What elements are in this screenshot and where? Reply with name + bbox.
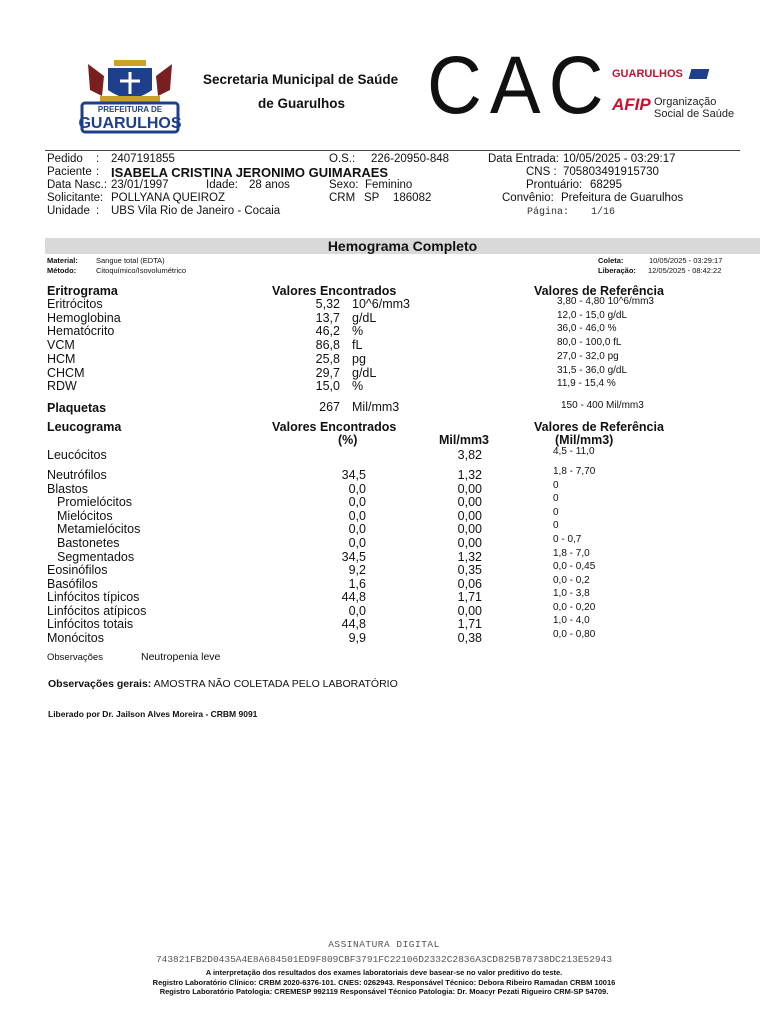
convenio-label: Convênio: — [502, 192, 554, 204]
leucograma-row-mil: 3,82 — [457, 448, 482, 462]
leucograma-mil-header: Mil/mm3 — [439, 433, 490, 447]
leucograma-row-pct: 0,0 — [348, 536, 366, 550]
leucograma-row-mil: 0,00 — [457, 481, 482, 496]
afip-logo: AFIP — [612, 95, 651, 114]
secretaria-title: Secretaria Municipal de Saúde — [203, 72, 399, 87]
leucograma-row-name: Monócitos — [47, 630, 104, 645]
material-label: Material: — [47, 256, 78, 265]
leucograma-row-pct: 34,5 — [341, 468, 366, 482]
eritrograma-row-unit: fL — [352, 338, 363, 353]
liberacao-value: 12/05/2025 - 08:42:22 — [648, 266, 722, 275]
leucograma-row-mil: 1,32 — [457, 468, 482, 482]
coleta-value: 10/05/2025 - 03:29:17 — [649, 256, 723, 265]
leucograma-row-mil: 0,35 — [457, 563, 482, 577]
leucograma-row-name: Promielócitos — [57, 495, 133, 509]
eritrograma-row-ref: 36,0 - 46,0 % — [557, 323, 617, 335]
pedido-value: 2407191855 — [111, 153, 175, 165]
footer-line-2: Registro Laboratório Clínico: CRBM 2020-6376-101. CNES: 0262943. Responsável Técnico: Debora Ribeiro Ramadan CRBM 10016 — [152, 978, 616, 987]
eritrograma-row-value: 46,2 — [315, 324, 340, 339]
leucograma-row-ref: 4,5 - 11,0 — [553, 446, 595, 457]
cac-logo: CAC — [427, 39, 612, 132]
nasc-value: 23/01/1997 — [111, 179, 169, 191]
leucograma-row-mil: 0,00 — [457, 522, 482, 536]
leucograma-row-pct: 9,2 — [348, 563, 366, 577]
prefeitura-guarulhos-logo — [76, 56, 184, 134]
eritrograma-row-name: CHCM — [47, 365, 85, 380]
eritrograma-row-name: Hematócrito — [47, 324, 115, 339]
leucograma-row-pct: 1,6 — [348, 576, 366, 591]
paciente-label: Paciente — [47, 166, 92, 178]
leucograma-row-pct: 44,8 — [341, 617, 366, 631]
prontuario-value: 68295 — [590, 179, 622, 191]
cns-value: 705803491915730 — [563, 166, 659, 178]
leucograma-row-pct: 44,8 — [341, 590, 366, 604]
solicitante-value: POLLYANA QUEIROZ — [111, 192, 225, 204]
leucograma-title: Leucograma — [47, 420, 122, 434]
exam-title: Hemograma Completo — [327, 238, 478, 254]
svg-text:PREFEITURA DE: PREFEITURA DE — [97, 105, 163, 114]
material-value: Sangue total (EDTA) — [96, 256, 165, 265]
liberado-por: Liberado por Dr. Jailson Alves Moreira - CRBM 9091 — [48, 709, 258, 719]
paciente-name: ISABELA CRISTINA JERONIMO GUIMARAES — [111, 165, 389, 180]
leucograma-row-name: Neutrófilos — [47, 468, 107, 482]
leucograma-row-ref: 1,8 - 7,70 — [553, 466, 596, 477]
unidade-sep: : — [96, 205, 100, 217]
sexo-value: Feminino — [365, 179, 413, 191]
leucograma-row-pct: 0,0 — [348, 495, 366, 509]
leucograma-row-name: Metamielócitos — [57, 522, 141, 536]
leucograma-row-mil: 0,00 — [457, 603, 482, 618]
leucograma-ref-sub: (Mil/mm3) — [555, 433, 614, 447]
leucograma-row-mil: 1,71 — [457, 590, 482, 604]
plaquetas-ref: 150 - 400 Mil/mm3 — [561, 400, 644, 411]
leucograma-row-name: Leucócitos — [47, 448, 107, 462]
leucograma-row-mil: 0,06 — [457, 576, 482, 591]
leucograma-row-ref: 1,0 - 3,8 — [553, 588, 590, 599]
pedido-label: Pedido — [47, 153, 83, 165]
leucograma-row-name: Linfócitos típicos — [47, 590, 140, 604]
eritrograma-row-ref: 12,0 - 15,0 g/dL — [557, 309, 628, 321]
leucograma-row-pct: 0,0 — [348, 603, 366, 618]
guarulhos-logo-text: GUARULHOS — [612, 68, 683, 80]
pedido-sep: : — [96, 153, 100, 165]
svg-text:GUARULHOS: GUARULHOS — [78, 115, 182, 132]
coleta-label: Coleta: — [598, 256, 624, 265]
footer-line-3: Registro Laboratório Patologia: CREMESP 992119 Responsável Técnico Patologia: Dr. Moacyr Pezati Rigueiro CRM-SP 54709. — [159, 987, 609, 996]
footer-line-1: A interpretação dos resultados dos exames laboratoriais deve basear-se no valor preditivo do teste. — [205, 968, 563, 977]
leucograma-row-ref: 1,0 - 4,0 — [553, 615, 590, 626]
leucograma-row-pct: 0,0 — [348, 508, 366, 523]
observacoes-gerais-text: AMOSTRA NÃO COLETADA PELO LABORATÓRIO — [153, 678, 398, 690]
leucograma-row-mil: 1,32 — [457, 549, 482, 564]
leucograma-row-name: Basófilos — [47, 576, 98, 591]
eritrograma-row-unit: g/dL — [352, 365, 377, 380]
eritrograma-values-header: Valores Encontrados — [272, 284, 397, 298]
eritrograma-row-ref: 3,80 - 4,80 10^6/mm3 — [557, 296, 654, 307]
leucograma-row-name: Blastos — [47, 481, 88, 496]
liberacao-label: Liberação: — [598, 266, 636, 275]
eritrograma-title: Eritrograma — [47, 284, 118, 298]
leucograma-ref-header: Valores de Referência — [534, 420, 664, 434]
pagina-label: Página: — [527, 207, 570, 218]
crm-value: 186082 — [393, 192, 432, 204]
solicitante-label: Solicitante: — [47, 192, 104, 204]
leucograma-row-pct: 9,9 — [348, 630, 366, 645]
eritrograma-row-name: HCM — [47, 351, 76, 366]
leucograma-row-name: Linfócitos totais — [47, 617, 134, 631]
afip-org-line1: Organização — [654, 96, 717, 108]
eritrograma-row-value: 15,0 — [315, 379, 340, 394]
eritrograma-row-unit: g/dL — [352, 310, 377, 325]
leucograma-row-mil: 0,00 — [457, 495, 482, 509]
eritrograma-row-unit: % — [352, 324, 364, 339]
leucograma-row-ref: 0,0 - 0,2 — [553, 574, 590, 586]
flag-icon — [689, 69, 710, 79]
leucograma-row-name: Eosinófilos — [47, 563, 108, 577]
leucograma-row-ref: 0,0 - 0,20 — [553, 601, 596, 613]
metodo-label: Método: — [47, 266, 77, 275]
secretaria-subtitle: de Guarulhos — [258, 96, 346, 111]
leucograma-values-header: Valores Encontrados — [272, 420, 397, 434]
leucograma-row-ref: 0 — [553, 520, 559, 531]
leucograma-row-mil: 0,00 — [457, 536, 482, 550]
leucograma-row-mil: 1,71 — [457, 617, 482, 631]
os-value: 226-20950-848 — [371, 153, 450, 165]
leucograma-row-ref: 1,8 - 7,0 — [553, 547, 590, 559]
leucograma-row-name: Bastonetes — [57, 536, 120, 550]
eritrograma-row-name: VCM — [47, 338, 75, 353]
observacoes-label: Observações — [47, 652, 103, 663]
leucograma-row-ref: 0 — [553, 506, 559, 518]
eritrograma-row-value: 25,8 — [315, 351, 340, 366]
eritrograma-row-unit: 10^6/mm3 — [352, 297, 410, 311]
unidade-value: UBS Vila Rio de Janeiro - Cocaia — [111, 205, 281, 217]
leucograma-row-ref: 0 — [553, 493, 559, 504]
eritrograma-row-value: 29,7 — [315, 365, 340, 380]
assinatura-label: ASSINATURA DIGITAL — [328, 939, 440, 950]
leucograma-row-name: Mielócitos — [57, 508, 113, 523]
leucograma-row-pct: 34,5 — [341, 549, 366, 564]
eritrograma-row-unit: pg — [352, 351, 366, 366]
leucograma-row-ref: 0,0 - 0,80 — [553, 628, 596, 640]
leucograma-row-pct: 0,0 — [348, 522, 366, 536]
prontuario-label: Prontuário: — [526, 179, 583, 191]
observacoes-text: Neutropenia leve — [141, 651, 221, 663]
pagina-value: 1/16 — [591, 207, 616, 218]
data-entrada-value: 10/05/2025 - 03:29:17 — [563, 153, 676, 165]
unidade-label: Unidade — [47, 205, 90, 217]
leucograma-row-mil: 0,38 — [457, 630, 482, 645]
plaquetas-value: 267 — [319, 400, 340, 414]
eritrograma-row-unit: % — [352, 379, 364, 394]
nasc-label: Data Nasc.: — [47, 179, 108, 191]
convenio-value: Prefeitura de Guarulhos — [561, 192, 684, 204]
eritrograma-row-ref: 11,9 - 15,4 % — [557, 378, 616, 390]
eritrograma-row-ref: 27,0 - 32,0 pg — [557, 350, 619, 362]
leucograma-row-name: Segmentados — [57, 549, 135, 564]
eritrograma-row-name: Hemoglobina — [47, 310, 121, 325]
idade-label: Idade: — [206, 179, 238, 191]
cns-label: CNS : — [526, 166, 557, 178]
metodo-value: Citoquímico/Isovolumétrico — [96, 266, 187, 275]
plaquetas-unit: Mil/mm3 — [352, 400, 400, 414]
sexo-label: Sexo: — [329, 179, 359, 191]
eritrograma-row-ref: 31,5 - 36,0 g/dL — [557, 364, 628, 376]
crm-uf: SP — [364, 192, 380, 204]
exam-title-bar — [45, 238, 760, 254]
leucograma-row-pct: 0,0 — [348, 481, 366, 496]
leucograma-pct-header: (%) — [338, 433, 358, 447]
eritrograma-row-value: 13,7 — [315, 310, 340, 325]
crm-label: CRM — [329, 192, 356, 204]
afip-org-line2: Social de Saúde — [654, 108, 735, 120]
header-divider — [45, 150, 740, 151]
idade-value: 28 anos — [249, 179, 290, 191]
eritrograma-row-value: 5,32 — [315, 297, 340, 311]
guarulhos-logo — [612, 68, 708, 80]
eritrograma-row-value: 86,8 — [315, 338, 340, 353]
paciente-sep: : — [96, 166, 100, 178]
eritrograma-row-name: RDW — [47, 379, 77, 394]
leucograma-row-mil: 0,00 — [457, 508, 482, 523]
eritrograma-ref-header: Valores de Referência — [534, 284, 664, 298]
afip-organization — [654, 96, 734, 120]
eritrograma-row-ref: 80,0 - 100,0 fL — [557, 337, 622, 349]
data-entrada-label: Data Entrada: — [488, 153, 559, 165]
leucograma-row-ref: 0,0 - 0,45 — [553, 561, 596, 572]
leucograma-row-ref: 0 - 0,7 — [553, 534, 582, 545]
observacoes-gerais-label: Observações gerais: — [48, 678, 152, 690]
leucograma-row-ref: 0 — [553, 479, 559, 491]
eritrograma-row-name: Eritrócitos — [47, 297, 103, 311]
leucograma-row-name: Linfócitos atípicos — [47, 603, 147, 618]
os-label: O.S.: — [329, 153, 356, 165]
plaquetas-label: Plaquetas — [47, 401, 107, 415]
assinatura-hash: 743821FB2D0435A4E8A684501ED9F809CBF3791FC22106D2332C2836A3CD825B78738DC213E52943 — [155, 954, 613, 965]
observacoes-gerais — [48, 678, 398, 690]
